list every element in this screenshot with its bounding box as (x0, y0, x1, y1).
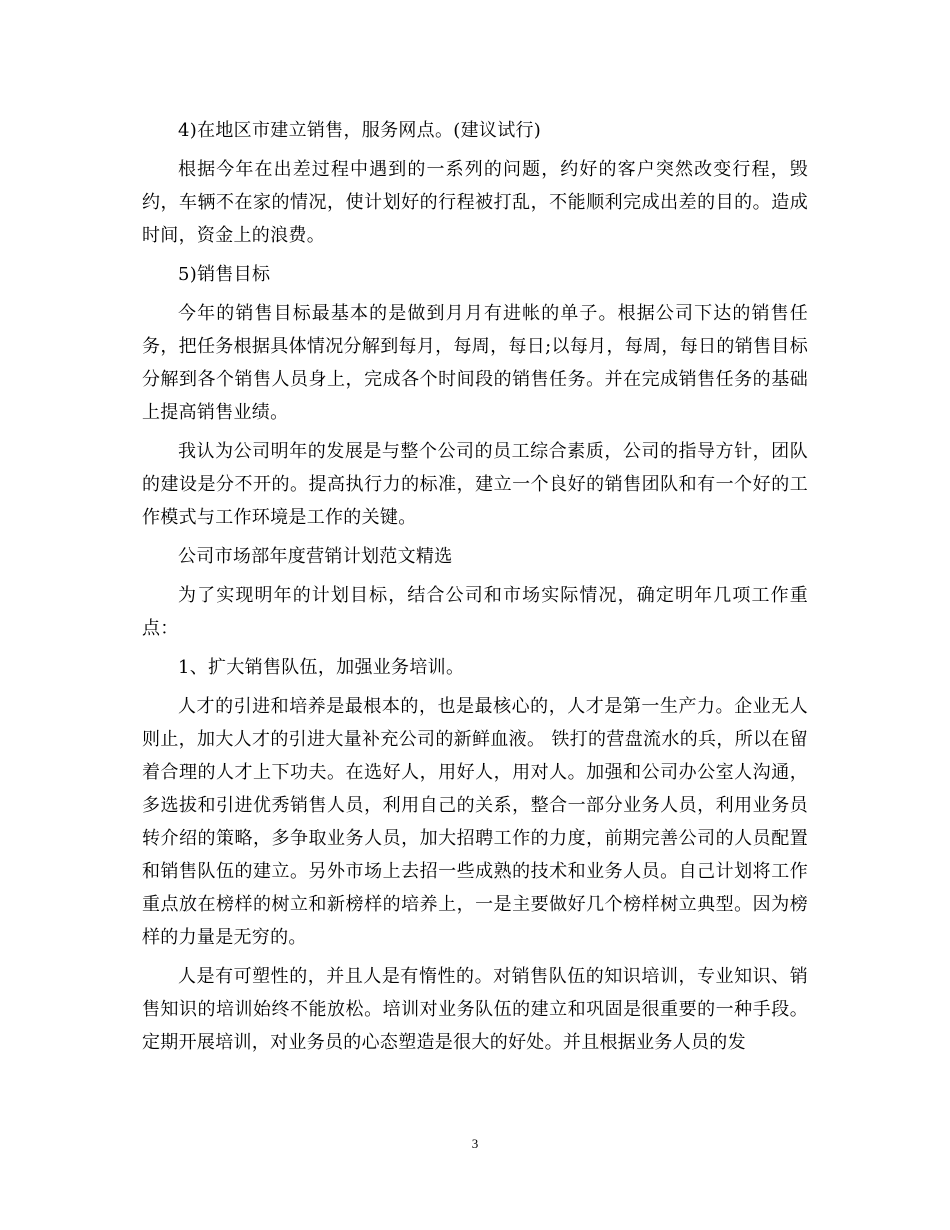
paragraph-training: 人是有可塑性的，并且人是有惰性的。对销售队伍的知识培训，专业知识、销售知识的培训始终不能放松。培训对业务队伍的建立和巩固是很重要的一种手段。定期开展培训，对业务员的心态塑造是很大的好处。并且根据业务人员的发 (142, 966, 808, 1053)
paragraph-travel-problems: 根据今年在出差过程中遇到的一系列的问题，约好的客户突然改变行程，毁约，车辆不在家的情况，使计划好的行程被打乱，不能顺利完成出差的目的。造成时间，资金上的浪费。 (142, 159, 808, 246)
paragraph-key-tasks-intro: 为了实现明年的计划目标，结合公司和市场实际情况，确定明年几项工作重点： (142, 585, 808, 639)
paragraph-sales-target: 今年的销售目标最基本的是做到月月有进帐的单子。根据公司下达的销售任务，把任务根据具体情况分解到每月，每周，每日;以每月，每周，每日的销售目标分解到各个销售人员身上，完成各个时间段的销售任务。并在完成销售任务的基础上提高销售业绩。 (142, 303, 808, 423)
paragraph-expand-team-heading: 1、扩大销售队伍，加强业务培训。 (178, 657, 465, 678)
paragraph-sales-target-heading: 5)销售目标 (178, 264, 271, 285)
page-number: 3 (471, 1136, 479, 1151)
paragraph-regional-outlets: 4)在地区市建立销售，服务网点。(建议试行) (178, 120, 542, 141)
paragraph-talent-recruitment: 人才的引进和培养是最根本的，也是最核心的，人才是第一生产力。企业无人则止，加大人才的引进大量补充公司的新鲜血液。 铁打的营盘流水的兵，所以在留着合理的人才上下功夫。在选好人，用好人，用对人。加强和公司办公室人沟通，多选拔和引进优秀销售人员，利用自己的关系，整合一部分业务人员，利用业务员转介绍的策略，多争取业务人员，加大招聘工作的力度，前期完善公司的人员配置和销售队伍的建立。另外市场上去招一些成熟的技术和业务人员。自己计划将工作重点放在榜样的树立和新榜样的培养上，一是主要做好几个榜样树立典型。因为榜样的力量是无穷的。 (142, 696, 808, 948)
paragraph-section-title: 公司市场部年度营销计划范文精选 (178, 546, 453, 567)
document-body (142, 114, 808, 1065)
paragraph-company-development: 我认为公司明年的发展是与整个公司的员工综合素质，公司的指导方针，团队的建设是分不开的。提高执行力的标准，建立一个良好的销售团队和有一个好的工作模式与工作环境是工作的关键。 (142, 441, 808, 528)
